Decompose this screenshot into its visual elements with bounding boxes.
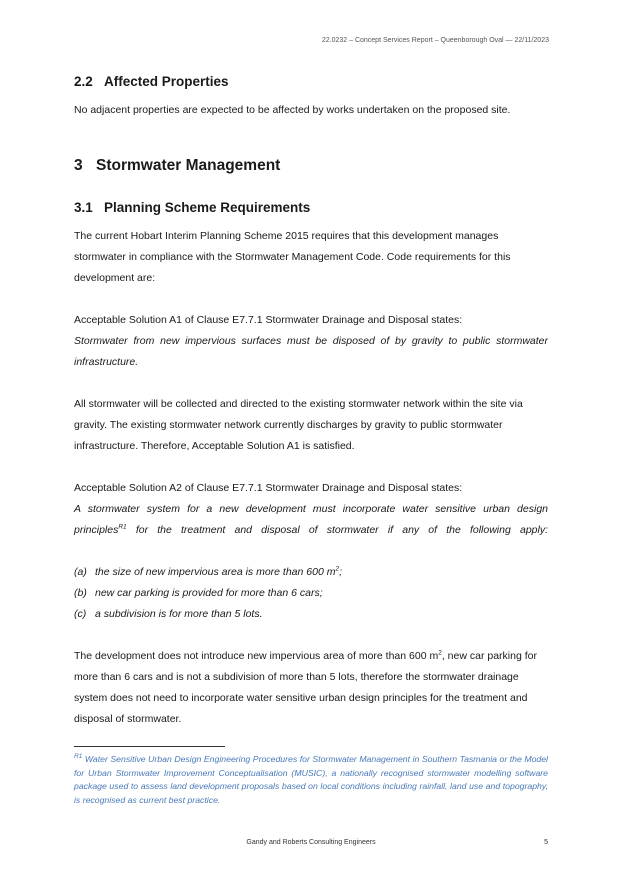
superscript: 2 [438, 649, 442, 657]
page-number: 5 [544, 839, 548, 846]
heading-number: 3.1 [74, 200, 93, 215]
heading-number: 3 [74, 157, 83, 174]
a1-block [74, 310, 548, 373]
heading-stormwater-management [74, 157, 280, 175]
planning-intro [74, 226, 548, 289]
a2-quote-rest: for the treatment and disposal of stormwater if any of the following apply: [126, 524, 548, 536]
paragraph: The current Hobart Interim Planning Scheme 2015 requires that this development manages stormwater in compliance with the Stormwater Management Code. Code requirements for this development are: [74, 230, 511, 284]
heading-affected-properties [74, 74, 229, 89]
list-text [95, 562, 342, 583]
list-item [74, 562, 548, 583]
footnote-text: Water Sensitive Urban Design Engineering Procedures for Stormwater Management in Southern Tasmania or the Model for Urban Stormwater Improvement Conceptualisation (MUSIC), a nationally recognised stormwater modelling software package used to assess land development proposals based on local conditions including rainfall, land use and topography, is recognised as current best practice. [74, 754, 548, 805]
page-header: 22.0232 – Concept Services Report – Queenborough Oval — 22/11/2023 [321, 37, 549, 44]
list-text-main: the size of new impervious area is more than 600 m [95, 566, 336, 578]
list-label: (b) [74, 587, 87, 599]
footnote-marker: R1 [74, 753, 83, 761]
heading-number: 2.2 [74, 74, 93, 89]
a2-heading: Acceptable Solution A2 of Clause E7.7.1 Stormwater Drainage and Disposal states: [74, 482, 463, 494]
a2-quote-line1: A stormwater system for a new development must incorporate water sensitive urban design [74, 503, 548, 515]
criteria-list [74, 562, 548, 625]
list-text: a subdivision is for more than 5 lots. [95, 608, 263, 620]
a2-quote-word: principles [74, 524, 119, 536]
heading-planning-scheme [74, 200, 310, 215]
footnote-ref: R1 [118, 523, 127, 531]
a1-heading: Acceptable Solution A1 of Clause E7.7.1 Stormwater Drainage and Disposal states: [74, 314, 463, 326]
a2-response-start: The development does not introduce new impervious area of more than 600 m [74, 650, 439, 662]
list-label: (c) [74, 608, 87, 620]
footnote [74, 753, 548, 807]
affected-properties-body [74, 100, 548, 121]
a2-response [74, 646, 548, 730]
paragraph: All stormwater will be collected and directed to the existing stormwater network within the site via gravity. The existing stormwater network currently discharges by gravity to public stormwater infrastructure. Therefore, Acceptable Solution A1 is satisfied. [74, 398, 523, 452]
a2-response-rest: , new car parking for more than 6 cars and is not a subdivision of more than 5 lots, therefore the stormwater drainage system does not need to incorporate water sensitive urban design principles for the treatment and disposal of stormwater. [74, 650, 537, 725]
a1-quote: Stormwater from new impervious surfaces must be disposed of by gravity to public stormwater infrastructure. [74, 335, 548, 368]
list-text-end: ; [339, 566, 342, 578]
footnote-divider [74, 746, 225, 747]
heading-title: Stormwater Management [96, 157, 281, 174]
a1-response [74, 394, 548, 457]
list-item [74, 583, 548, 604]
list-label: (a) [74, 566, 87, 578]
paragraph: No adjacent properties are expected to be affected by works undertaken on the proposed site. [74, 104, 511, 116]
heading-title: Affected Properties [104, 74, 229, 89]
a2-quote-line2 [74, 520, 548, 541]
superscript: 2 [335, 565, 340, 573]
list-text: new car parking is provided for more than 6 cars; [95, 587, 323, 599]
footer-company: Gandy and Roberts Consulting Engineers [246, 839, 376, 846]
paragraph [74, 646, 548, 730]
heading-title: Planning Scheme Requirements [104, 200, 311, 215]
list-item [74, 604, 548, 625]
a2-block [74, 478, 548, 541]
